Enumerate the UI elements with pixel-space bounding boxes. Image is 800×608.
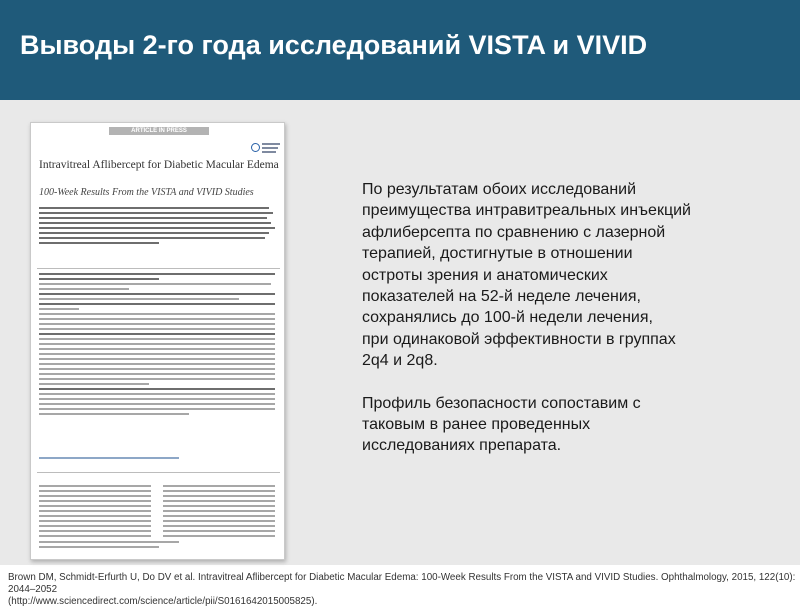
conclusion-line: сохранялись до 100-й недели лечения, (362, 309, 653, 327)
safety-line: Профиль безопасности сопоставим с (362, 394, 641, 412)
conclusions-text (362, 179, 782, 457)
conclusion-line: показателей на 52-й неделе лечения, (362, 288, 641, 306)
article-press-label: ARTICLE IN PRESS (109, 127, 209, 135)
conclusion-line: 2q4 и 2q8. (362, 352, 438, 370)
conclusion-line: По результатам обоих исследований (362, 181, 637, 198)
conclusion-paragraph (362, 179, 782, 372)
citation (8, 572, 798, 608)
safety-line: таковым в ранее проведенных (362, 416, 591, 434)
article-title: Intravitreal Aflibercept for Diabetic Macular Edema (39, 159, 279, 171)
article-authors (39, 207, 279, 247)
article-abstract (37, 268, 280, 473)
conclusion-line: при одинаковой эффективности в группах (362, 330, 676, 348)
journal-logo-icon (251, 141, 281, 155)
article-column-left (39, 485, 151, 540)
article-thumbnail (30, 122, 285, 560)
slide-title: Выводы 2-го года исследований VISTA и VIVID (20, 30, 648, 60)
conclusion-line: остроты зрения и анатомических (362, 266, 608, 284)
conclusion-line: терапией, достигнутые в отношении (362, 245, 633, 263)
slide-header (0, 0, 800, 100)
safety-paragraph (362, 393, 782, 457)
safety-line: исследованиях препарата. (362, 437, 562, 455)
citation-reference: Brown DM, Schmidt-Erfurth U, Do DV et al. Intravitreal Aflibercept for Diabetic Macular Edema: 100-Week Results From the VISTA and VIVID Studies. Ophthalmology, 2015, 122(10): 2044–2052 (8, 572, 796, 595)
article-column-right (163, 485, 275, 540)
article-footer (39, 541, 179, 551)
conclusion-line: преимущества интравитреальных инъекций (362, 202, 691, 220)
citation-url: (http://www.sciencedirect.com/science/article/pii/S0161642015005825). (8, 596, 318, 607)
article-subtitle: 100-Week Results From the VISTA and VIVID Studies (39, 187, 254, 198)
conclusion-line: афлиберсепта по сравнению с лазерной (362, 223, 666, 241)
